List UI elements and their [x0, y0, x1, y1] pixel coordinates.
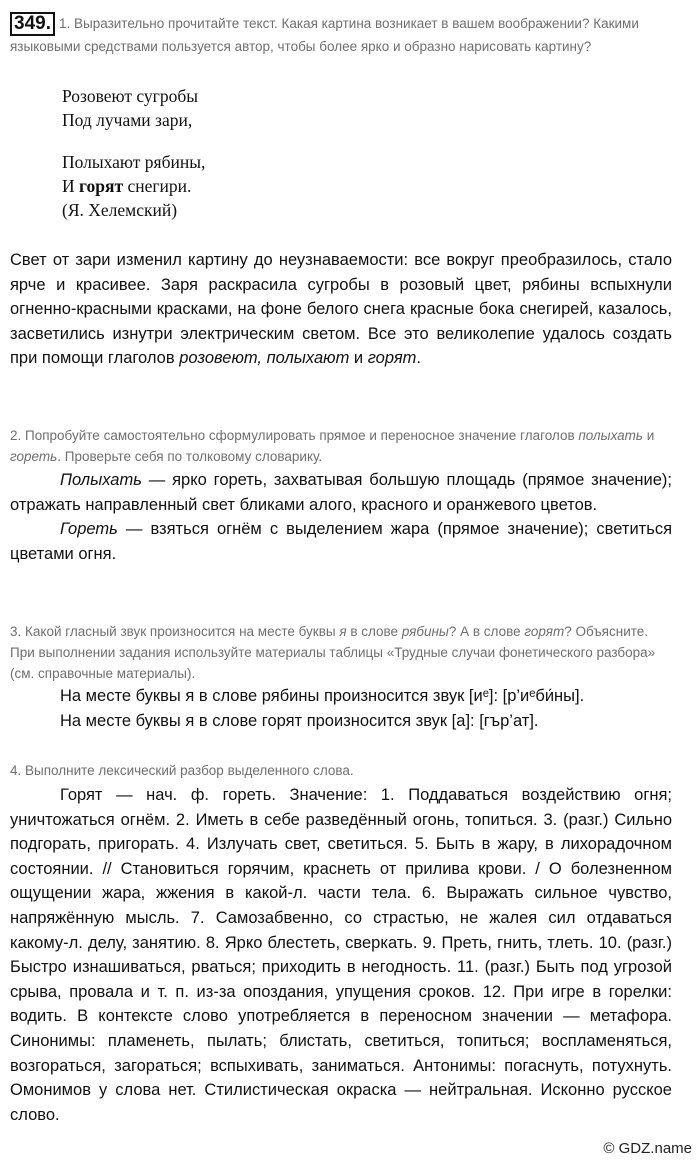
task-3-prompt: 3. Какой гласный звук произносится на месте буквы я в слове рябины? А в слове горят? Объясните. При выполнении задания используйте материалы таблицы «Трудные случаи фонетического разбора» (см. справочные материалы).: [10, 624, 656, 681]
poem: [62, 84, 462, 222]
answer-2: [10, 468, 672, 566]
task-1-prompt: [10, 12, 672, 57]
answer-3-line-1: На месте буквы я в слове рябины произносится звук [иᵉ]: [р’иᵉби́ны].: [60, 687, 585, 705]
task-2-prompt: 2. Попробуйте самостоятельно сформулировать прямое и переносное значение глаголов полыхать и гореть. Проверьте себя по толковому словарику.: [10, 428, 655, 464]
exercise-number: 349.: [10, 12, 55, 36]
task-1-text: 1. Выразительно прочитайте текст. Какая картина возникает в вашем воображении? Какими языковыми средствами пользуется автор, чтобы более ярко и образно нарисовать картину?: [10, 16, 639, 54]
definition-2: Гореть — взяться огнём с выделением жара (прямое значение); светиться цветами огня.: [10, 520, 672, 563]
definition-1: Полыхать — ярко гореть, захватывая большую площадь (прямое значение); отражать направленный свет бликами алого, красного и оранжевого цветов.: [10, 471, 672, 514]
verbs-italic: розовеют, полыхают: [179, 349, 350, 368]
poem-line-1: Розовеют сугробы: [62, 86, 199, 106]
poem-line-2: Под лучами зари,: [62, 110, 193, 130]
answer-3-line-2: На месте буквы я в слове горят произносится звук [а]: [гър’ат].: [60, 712, 539, 730]
poem-author: (Я. Хелемский): [62, 200, 178, 220]
answer-4: Горят — нач. ф. гореть. Значение: 1. Поддаваться воздействию огня; уничтожаться огнём. 2. Иметь в себе разведённый огонь, топиться. 3. (разг.) Сильно подгорать, пригорать. 4. Излучать свет, светиться. 5. Быть в жару, в лихорадочном состоянии. // Становиться горячим, краснеть от прилива крови. / О болезненном ощущении жара, жжения в какой-л. части тела. 6. Выражать сильное чувство, напряжённую мысль. 7. Самозабвенно, со страстью, не жалея сил отдаваться какому-л. делу, занятию. 8. Ярко блестеть, сверкать. 9. Преть, гнить, тлеть. 10. (разг.) Быстро изнашиваться, рваться; приходить в негодность. 11. (разг.) Быть под угрозой срыва, провала и т. п. из-за опоздания, упущения сроков. 12. При игре в горелки: водить. В контексте слово употребляется в переносном значении — метафора. Синонимы: пламенеть, пылать; блистать, светиться, топиться; воспламеняться, возгораться, загораться; вспыхивать, заниматься. Антонимы: погаснуть, потухнуть. Омонимов у слова нет. Стилистическая окраска — нейтральная. Исконно русское слово.: [10, 786, 672, 1124]
task-4-prompt: 4. Выполните лексический разбор выделенного слова.: [10, 763, 354, 778]
watermark: © GDZ.name: [603, 1140, 692, 1157]
answer-1: Свет от зари изменил картину до неузнаваемости: все вокруг преобразилось, стало ярче и красивее. Заря раскрасила сугробы в розовый цвет, рябины вспыхнули огненно-красными красками, на фоне белого снега красные бока снегирей, казалось, засветились изнутри электрическим светом. Все это великолепие удалось создать при помощи глаголов розовеют, полыхают и горят.: [10, 251, 672, 368]
poem-line-4: И горят снегири.: [62, 176, 192, 196]
highlighted-word: горят: [79, 176, 124, 196]
poem-line-3: Полыхают рябины,: [62, 152, 206, 172]
answer-3: [60, 684, 672, 734]
